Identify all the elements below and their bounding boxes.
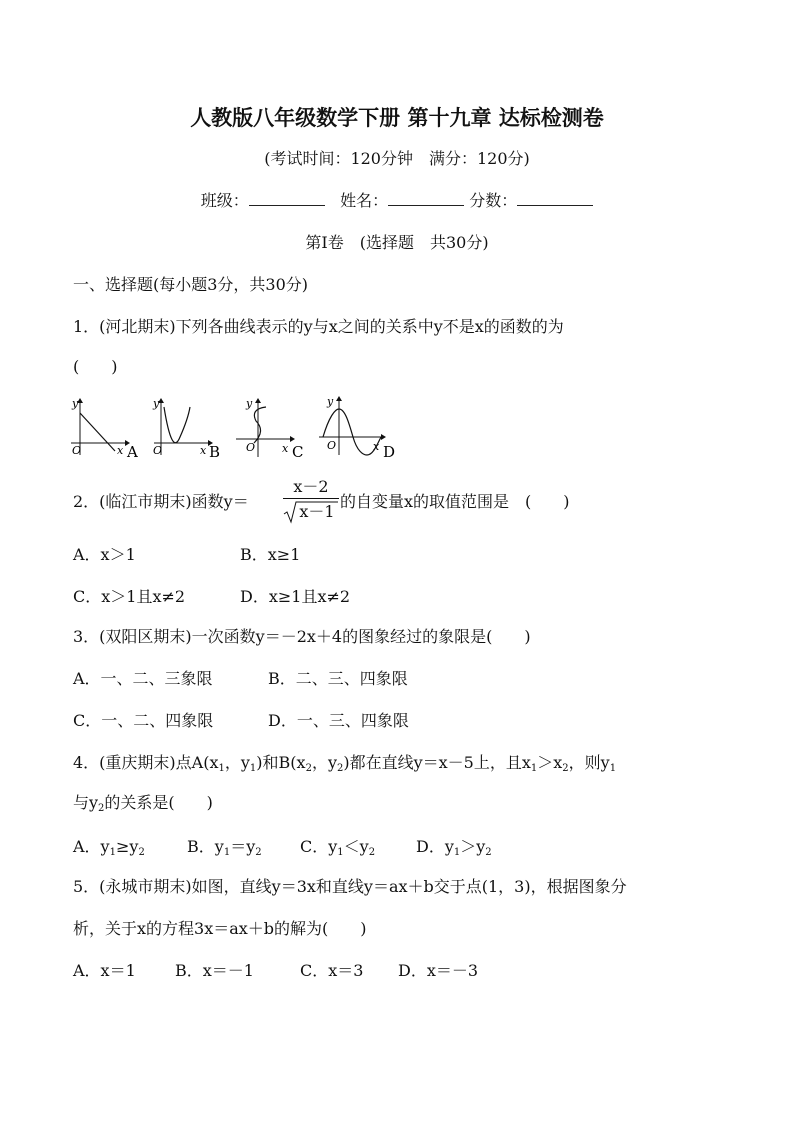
name-field[interactable] (388, 191, 464, 206)
q3-option-a[interactable]: A．一、二、三象限 (73, 669, 213, 688)
q1-graph-c (232, 395, 306, 459)
q3-option-b[interactable]: B．二、三、四象限 (268, 669, 408, 688)
q1-graph-a-y: y (72, 397, 79, 410)
q2-numerator: x－2 (293, 477, 329, 496)
svg-text:y: y (246, 397, 253, 410)
name-label: 姓名： (340, 191, 389, 210)
svg-text:x: x (117, 444, 124, 457)
svg-text:x: x (200, 444, 207, 457)
score-field[interactable] (517, 191, 593, 206)
svg-text:x: x (373, 440, 380, 453)
q2-denominator-wrap (283, 501, 339, 523)
class-label: 班级： (200, 191, 249, 210)
q4-option-a[interactable]: A．$y_1\ge y_2$ (73, 837, 145, 858)
q1-graph-a (67, 395, 141, 459)
q1-stem: 1．(河北期末)下列各曲线表示的y与x之间的关系中y不是x的函数的为 (73, 317, 564, 336)
svg-text:O: O (153, 444, 163, 457)
student-info-row (0, 191, 794, 211)
svg-text:y: y (153, 397, 160, 410)
svg-text:O: O (246, 441, 256, 454)
q4-stem-line2: 与$y_2$的关系是( ) (73, 793, 213, 814)
q1-graph-c-label: C (292, 443, 304, 459)
q5-stem-line1: 5．(永城市期末)如图，直线y＝3x和直线y＝ax＋b交于点(1，3)，根据图象分 (73, 877, 627, 896)
class-field[interactable] (249, 191, 325, 206)
q4-option-d[interactable]: D．$y_1>y_2$ (416, 837, 492, 858)
q4-option-b[interactable]: B．$y_1=y_2$ (187, 837, 262, 858)
q2-denominator: x－1 (299, 502, 335, 521)
q3-option-c[interactable]: C．一、二、四象限 (73, 711, 214, 730)
q5-option-b[interactable]: B．x＝－1 (175, 961, 254, 980)
q2-option-d[interactable]: D．x≥1且x≠2 (240, 587, 351, 606)
q1-graph-b (150, 395, 224, 459)
svg-text:y: y (327, 395, 334, 408)
q5-option-c[interactable]: C．x＝3 (300, 961, 364, 980)
q2-prefix: 2．(临江市期末)函数y＝ (73, 492, 249, 511)
svg-text:x: x (282, 442, 289, 455)
q5-option-a[interactable]: A．x＝1 (73, 961, 136, 980)
score-label: 分数： (469, 191, 518, 210)
q4-stem: 4．(重庆期末)点$A(x_1$，$y_1$)和$B(x_2$，$y_2$)都在直线y＝x－5上，且$x_1>x_2$，则$y_1$ (73, 753, 617, 774)
exam-info: (考试时间：120分钟 满分：120分) (264, 149, 530, 168)
fraction-bar (283, 498, 339, 499)
q2-fraction (283, 477, 339, 523)
q1-graph-d-label: D (383, 443, 396, 459)
q2-option-c[interactable]: C．x＞1且x≠2 (73, 587, 186, 606)
svg-text:O: O (327, 439, 337, 452)
q1-graph-d (315, 395, 399, 459)
q1-graph-b-label: B (209, 443, 221, 459)
q3-stem: 3．(双阳区期末)一次函数y＝－2x＋4的图象经过的象限是( ) (73, 627, 531, 646)
q5-stem-line2: 析，关于x的方程3x＝ax＋b的解为( ) (73, 919, 367, 938)
q4-option-c[interactable]: C．$y_1<y_2$ (300, 837, 376, 858)
q3-option-d[interactable]: D．一、三、四象限 (268, 711, 409, 730)
q2-suffix: 的自变量x的取值范围是 ( ) (340, 492, 570, 511)
q2-option-b[interactable]: B．x≥1 (240, 545, 301, 564)
q1-answer-blank: ( ) (73, 357, 118, 376)
page-title: 人教版八年级数学下册 第十九章 达标检测卷 (190, 106, 604, 130)
section-heading: 一、选择题(每小题3分，共30分) (73, 275, 309, 294)
q2-option-a[interactable]: A．x＞1 (73, 545, 136, 564)
q5-option-d[interactable]: D．x＝－3 (398, 961, 479, 980)
q1-graph-a-label: A (127, 443, 138, 459)
svg-text:O: O (72, 444, 82, 457)
volume-label: 第Ⅰ卷 (选择题 共30分) (305, 233, 489, 252)
